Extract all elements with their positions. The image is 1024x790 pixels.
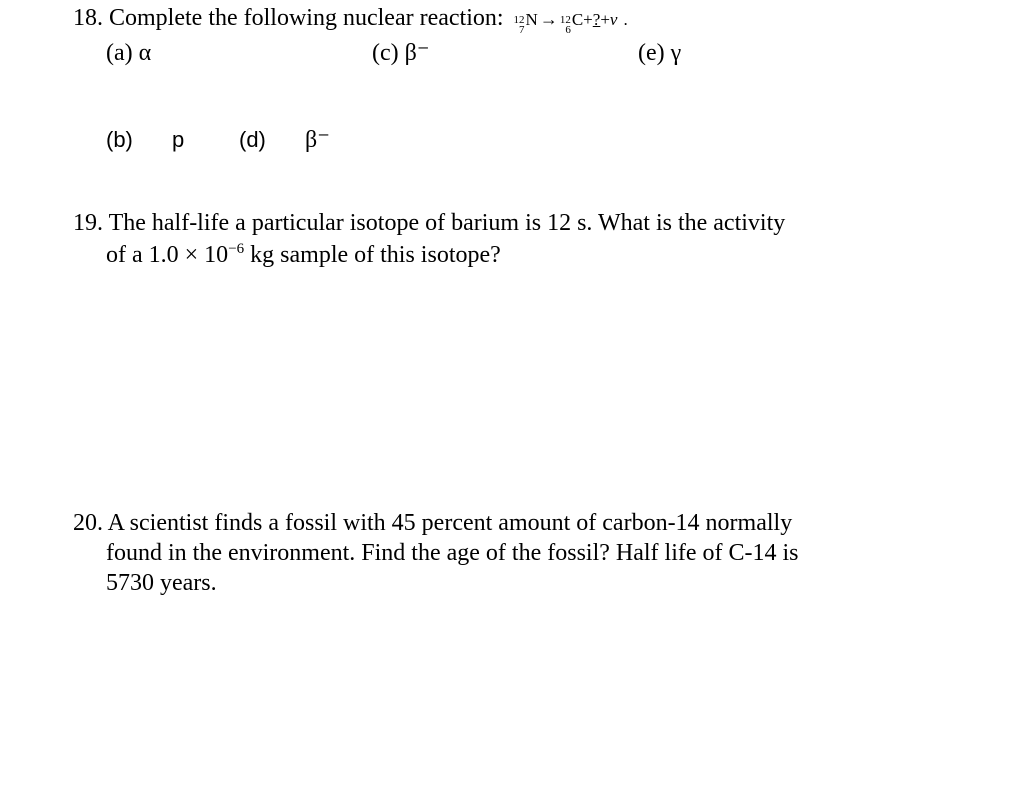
unknown-particle: ? [592, 10, 601, 29]
question-20-line-1: 20. A scientist finds a fossil with 45 percent amount of carbon-14 normally [73, 510, 793, 536]
question-20-line-2: found in the environment. Find the age of the fossil? Half life of C-14 is [106, 540, 799, 566]
carbon-isotope-numbers [560, 15, 571, 35]
plus-sign: + [583, 10, 593, 29]
question-19-line-1: 19. The half-life a particular isotope of barium is 12 s. What is the activity [73, 210, 786, 236]
nuclear-reaction [514, 4, 628, 35]
option-b-value: p [172, 127, 185, 152]
question-18-text: 18. Complete the following nuclear reaction: [73, 5, 504, 31]
nitrogen-isotope-numbers [514, 15, 525, 35]
period: . [623, 10, 628, 29]
nitrogen-mass-number: 12 [513, 14, 525, 26]
neutrino-symbol: ν [609, 10, 618, 29]
carbon-mass-number: 12 [559, 14, 571, 26]
option-a: (a) α [106, 40, 152, 66]
carbon-symbol: C [571, 10, 584, 29]
question-18 [73, 3, 628, 35]
option-c: (c) β⁻ [372, 40, 430, 66]
nitrogen-symbol: N [525, 10, 538, 29]
nitrogen-atomic-number: 7 [519, 24, 525, 36]
question-19-line-2 [106, 240, 501, 270]
option-d-value: β⁻ [305, 127, 330, 153]
reaction-arrow: → [539, 9, 558, 29]
question-20-line-3: 5730 years. [106, 570, 217, 596]
question-19-line-2-end: kg sample of this isotope? [244, 242, 501, 268]
option-d-label: (d) [239, 127, 266, 152]
plus-sign: + [600, 10, 610, 29]
option-b-label: (b) [106, 127, 133, 152]
carbon-atomic-number: 6 [565, 24, 571, 36]
option-e: (e) γ [638, 40, 682, 66]
exponent: −6 [228, 241, 245, 257]
question-19-line-2-start: of a 1.0 × 10 [106, 242, 229, 268]
